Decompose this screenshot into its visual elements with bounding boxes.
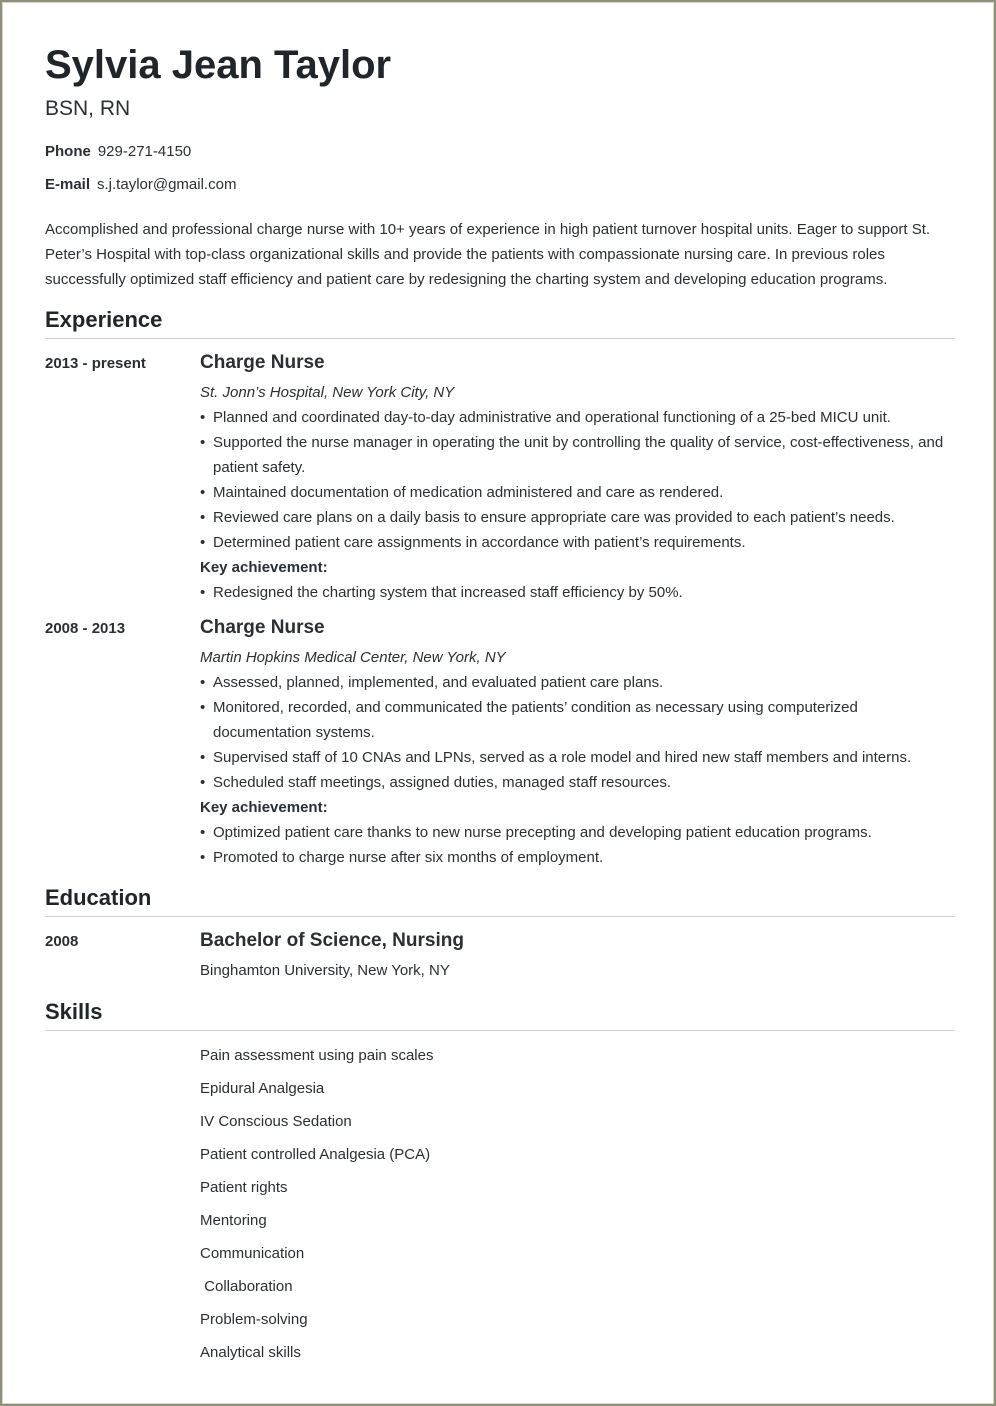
job-2 (200, 615, 955, 870)
email-value: s.j.taylor@gmail.com (97, 176, 237, 193)
list-item: • Redesigned the charting system that increased staff efficiency by 50%. (200, 580, 955, 605)
skill-item: Analytical skills (200, 1344, 301, 1361)
skill-item: Communication (200, 1245, 305, 1262)
skill-item: Pain assessment using pain scales (200, 1047, 434, 1064)
email-label: E-mail (45, 176, 91, 193)
skill-item: Mentoring (200, 1212, 267, 1229)
job-1 (200, 350, 955, 605)
professional-summary: Accomplished and professional charge nurse with 10+ years of experience in high patient turnover hospital units. Eager to support St. Peter’s Hospital with top-class organizational skills and provide the patients with compassionate nursing care. In previous roles successfully optimized staff efficiency and patient care by redesigning the charting system and developing education programs. (45, 221, 931, 288)
education-degree: Bachelor of Science, Nursing (200, 930, 464, 951)
list-item: • Optimized patient care thanks to new nurse precepting and developing patient education programs. (200, 820, 955, 845)
list-item: • Determined patient care assignments in accordance with patient’s requirements. (200, 530, 955, 555)
skill-item: Patient rights (200, 1179, 288, 1196)
experience-heading: Experience (45, 306, 955, 339)
list-item: • Assessed, planned, implemented, and evaluated patient care plans. (200, 670, 955, 695)
job-1-dates: 2013 - present (45, 355, 146, 372)
list-item: • Scheduled staff meetings, assigned duties, managed staff resources. (200, 770, 955, 795)
skill-item: Collaboration (200, 1278, 293, 1295)
skill-item: IV Conscious Sedation (200, 1113, 352, 1130)
candidate-name: Sylvia Jean Taylor (45, 43, 392, 87)
education-year: 2008 (45, 933, 79, 950)
education-entry (200, 928, 955, 983)
job-2-organization: Martin Hopkins Medical Center, New York, NY (200, 649, 506, 666)
list-item: • Monitored, recorded, and communicated the patients’ condition as necessary using computerized documentation systems. (200, 695, 955, 745)
job-1-achievement-label: Key achievement: (200, 559, 328, 576)
list-item: • Supported the nurse manager in operating the unit by controlling the quality of service, cost-effectiveness, and patient safety. (200, 430, 955, 480)
candidate-credentials: BSN, RN (45, 97, 131, 120)
job-2-achievement-label: Key achievement: (200, 799, 328, 816)
job-2-dates: 2008 - 2013 (45, 620, 126, 637)
skill-item: Patient controlled Analgesia (PCA) (200, 1146, 431, 1163)
email-row (45, 175, 236, 195)
list-item: • Planned and coordinated day-to-day administrative and operational functioning of a 25-bed MICU unit. (200, 405, 955, 430)
phone-label: Phone (45, 143, 91, 160)
list-item: • Maintained documentation of medication administered and care as rendered. (200, 480, 955, 505)
list-item: • Supervised staff of 10 CNAs and LPNs, served as a role model and hired new staff members and interns. (200, 745, 955, 770)
list-item: • Reviewed care plans on a daily basis to ensure appropriate care was provided to each patient’s needs. (200, 505, 955, 530)
job-1-organization: St. Jonn’s Hospital, New York City, NY (200, 384, 455, 401)
job-1-title: Charge Nurse (200, 352, 325, 373)
skill-item: Epidural Analgesia (200, 1080, 325, 1097)
skills-list (200, 1039, 433, 1369)
skill-item: Problem-solving (200, 1311, 308, 1328)
job-2-achievements (200, 820, 955, 870)
education-heading: Education (45, 884, 955, 917)
job-1-duties (200, 405, 955, 555)
job-2-title: Charge Nurse (200, 617, 325, 638)
phone-row (45, 142, 191, 162)
job-2-duties (200, 670, 955, 795)
list-item: • Promoted to charge nurse after six months of employment. (200, 845, 955, 870)
job-1-achievements (200, 580, 955, 605)
skills-heading: Skills (45, 998, 955, 1031)
phone-value: 929-271-4150 (97, 143, 192, 160)
education-school: Binghamton University, New York, NY (200, 962, 450, 979)
